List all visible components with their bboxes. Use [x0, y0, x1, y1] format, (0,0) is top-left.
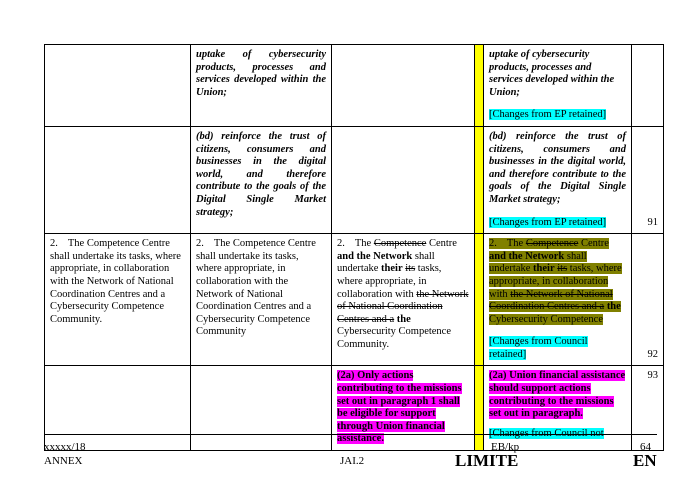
commission-text: The Competence Centre shall undertake its tasks, where appropriate, in collaboration with the Network of National Coordination Centres and a Cybersecurity Competence Community. — [50, 238, 181, 325]
ep-cell: uptake of cybersecurity products, processes and services developed within the Union; — [191, 45, 332, 127]
annex-label: ANNEX — [44, 455, 83, 467]
table-row — [45, 234, 664, 366]
yellow-marker — [475, 45, 484, 127]
ep-cell: (bd) reinforce the trust of citizens, consumers and businesses in the digital world, and therefore contribute to the goals of the Digital Single Market strategy; — [191, 126, 332, 233]
yellow-marker — [475, 234, 484, 366]
yellow-marker — [475, 366, 484, 451]
change-tag: [Changes from EP retained] — [489, 216, 607, 228]
change-tag: [Changes from Council retained] — [489, 336, 588, 360]
ep-cell: 2. The Competence Centre shall undertake its tasks, where appropriate, in collaboration with the Network of National Coordination Centres and a Cybersecurity Competence Community — [191, 234, 332, 366]
council-cell: 2. The Competence Centre and the Network shall undertake their its tasks, where appropriate, in collaboration with the Network of National Coordination Centres and a the Cybersecurity Competence Community. — [332, 234, 475, 366]
row-number: 93 — [632, 366, 664, 451]
commission-cell — [45, 366, 191, 451]
directorate-label: JAI.2 — [340, 455, 365, 467]
compromise-cell — [484, 366, 632, 451]
compromise-text: 2. The Competence Centre and the Network shall undertake their its tasks, where appropriate, in collaboration with the Network of National Coordination Centres and a the Cybersecurity Competence — [489, 238, 622, 325]
ep-text: The Competence Centre shall undertake its tasks, where appropriate, in collaboration with the Network of National Coordination Centres and a Cybersecurity Competence Community — [196, 238, 316, 338]
council-cell — [332, 126, 475, 233]
author-initials: EB/kp — [491, 441, 520, 453]
row-number: 92 — [632, 234, 664, 366]
commission-cell: 2. The Competence Centre shall undertake its tasks, where appropriate, in collaboration with the Network of National Coordination Centres and a Cybersecurity Competence Community. — [45, 234, 191, 366]
commission-cell — [45, 45, 191, 127]
compromise-text: uptake of cybersecurity products, processes and services developed within the Union; — [489, 49, 615, 98]
council-text: (2a) Only actions contributing to the missions set out in paragraph 1 shall be eligible for support through Union financial assistance. — [337, 370, 462, 445]
council-cell — [332, 366, 475, 451]
ep-cell — [191, 366, 332, 451]
page-number: 64 — [640, 441, 651, 453]
compromise-cell — [484, 126, 632, 233]
commission-cell — [45, 126, 191, 233]
row-number — [632, 45, 664, 127]
change-tag: [Changes from EP retained] — [489, 109, 607, 121]
limite-label: LIMITE — [455, 451, 519, 470]
comparison-table — [44, 44, 664, 451]
council-cell — [332, 45, 475, 127]
compromise-text: (2a) Union financial assistance should support actions contributing to the missions set out in paragraph. — [489, 370, 626, 420]
yellow-marker — [475, 126, 484, 233]
compromise-cell — [484, 45, 632, 127]
table-row — [45, 45, 664, 127]
table-row — [45, 366, 664, 451]
table-row — [45, 126, 664, 233]
row-number: 91 — [632, 126, 664, 233]
compromise-text: (bd) reinforce the trust of citizens, consumers and businesses in the digital world, and therefore contribute to the goals of the Digital Single Market strategy; — [489, 130, 626, 205]
footer-rule — [44, 434, 657, 435]
language-code: EN — [633, 451, 657, 470]
change-tag: [Changes from Council not — [489, 427, 604, 439]
doc-reference: xxxxx/18 — [44, 441, 86, 453]
compromise-cell — [484, 234, 632, 366]
